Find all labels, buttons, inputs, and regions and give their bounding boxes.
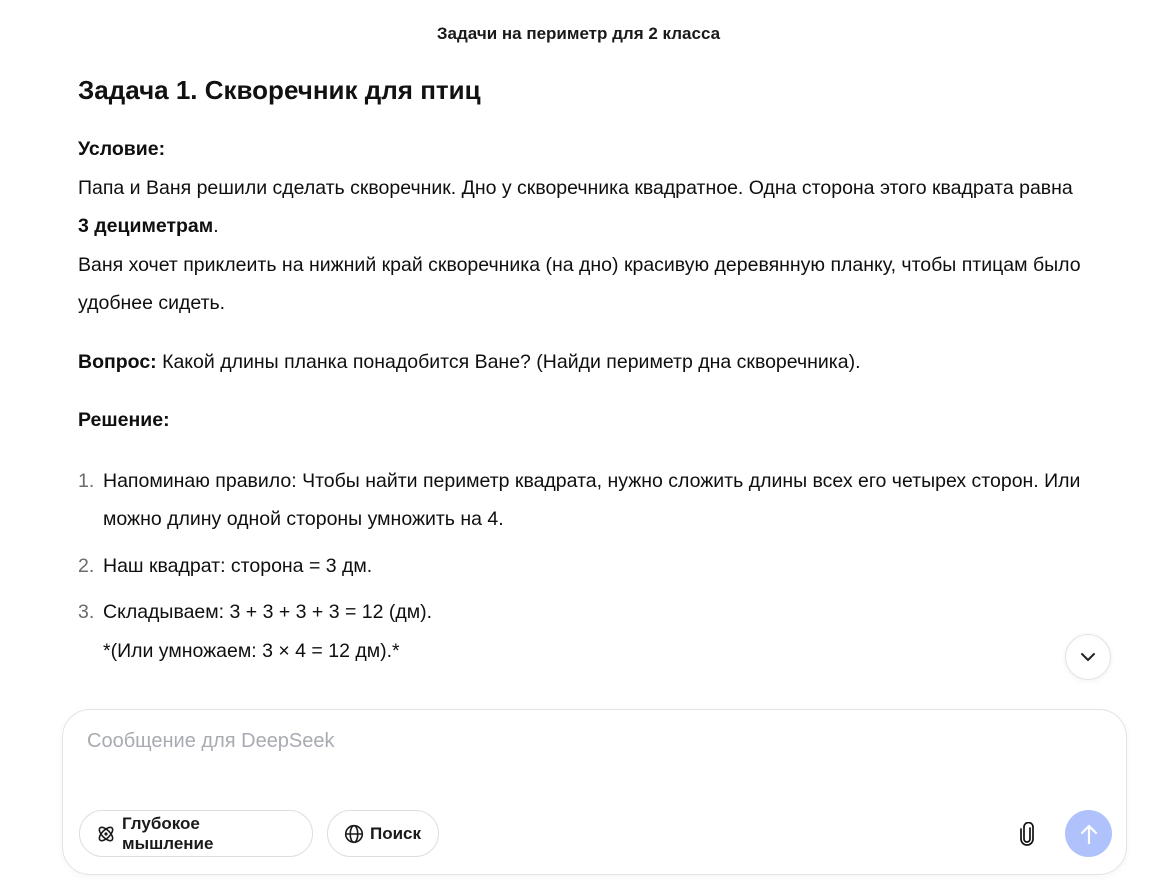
step-number: 1. (78, 469, 95, 492)
solution-step (78, 547, 1088, 586)
question-label: Вопрос: (78, 350, 157, 373)
solution-step (78, 462, 1088, 539)
condition-block (78, 130, 1088, 323)
send-button[interactable] (1065, 810, 1112, 857)
condition-text (78, 169, 1088, 246)
step-text: Наш квадрат: сторона = 3 дм. (103, 554, 373, 577)
message-composer (62, 709, 1127, 875)
arrow-up-icon (1079, 823, 1099, 845)
scroll-to-bottom-button[interactable] (1065, 634, 1111, 680)
question-text: Какой длины планка понадобится Ване? (Найди периметр дна скворечника). (156, 350, 861, 373)
deep-think-toggle[interactable] (79, 810, 313, 857)
search-toggle[interactable] (327, 810, 439, 857)
condition-text-2: Ваня хочет приклеить на нижний край скворечника (на дно) красивую деревянную планку, чтобы птицам было удобнее сидеть. (78, 253, 1081, 314)
condition-text-part: Папа и Ваня решили сделать скворечник. Дно у скворечника квадратное. Одна сторона этого квадрата равна (78, 176, 1073, 199)
step-number: 2. (78, 554, 95, 577)
globe-icon (344, 824, 364, 844)
paperclip-icon (1018, 822, 1036, 846)
step-text: Складываем: 3 + 3 + 3 + 3 = 12 (дм). (103, 601, 433, 623)
task-heading: Задача 1. Скворечник для птиц (78, 75, 481, 105)
question-block (78, 343, 1088, 382)
attach-file-button[interactable] (1013, 820, 1041, 848)
step-number: 3. (78, 601, 95, 623)
atom-icon (96, 824, 116, 844)
chevron-down-icon (1080, 652, 1096, 662)
message-input[interactable] (87, 730, 1097, 790)
search-label: Поиск (370, 823, 422, 843)
condition-label: Условие: (78, 138, 166, 160)
deep-think-label: Глубокое мышление (122, 813, 214, 853)
condition-bold-value: 3 дециметрам (78, 215, 214, 237)
step-text-alt: *(Или умножаем: 3 × 4 = 12 дм).* (103, 639, 400, 662)
chat-title: Задачи на периметр для 2 класса (436, 24, 721, 43)
step-text: Напоминаю правило: Чтобы найти периметр квадрата, нужно сложить длины всех его четырех сторон. Или можно длину одной стороны умножить на 4. (103, 469, 1081, 530)
solution-label: Решение: (78, 409, 170, 431)
assistant-message (78, 70, 1088, 678)
solution-step (78, 593, 1088, 670)
solution-steps (78, 462, 1088, 671)
condition-text-end: . (213, 215, 219, 237)
